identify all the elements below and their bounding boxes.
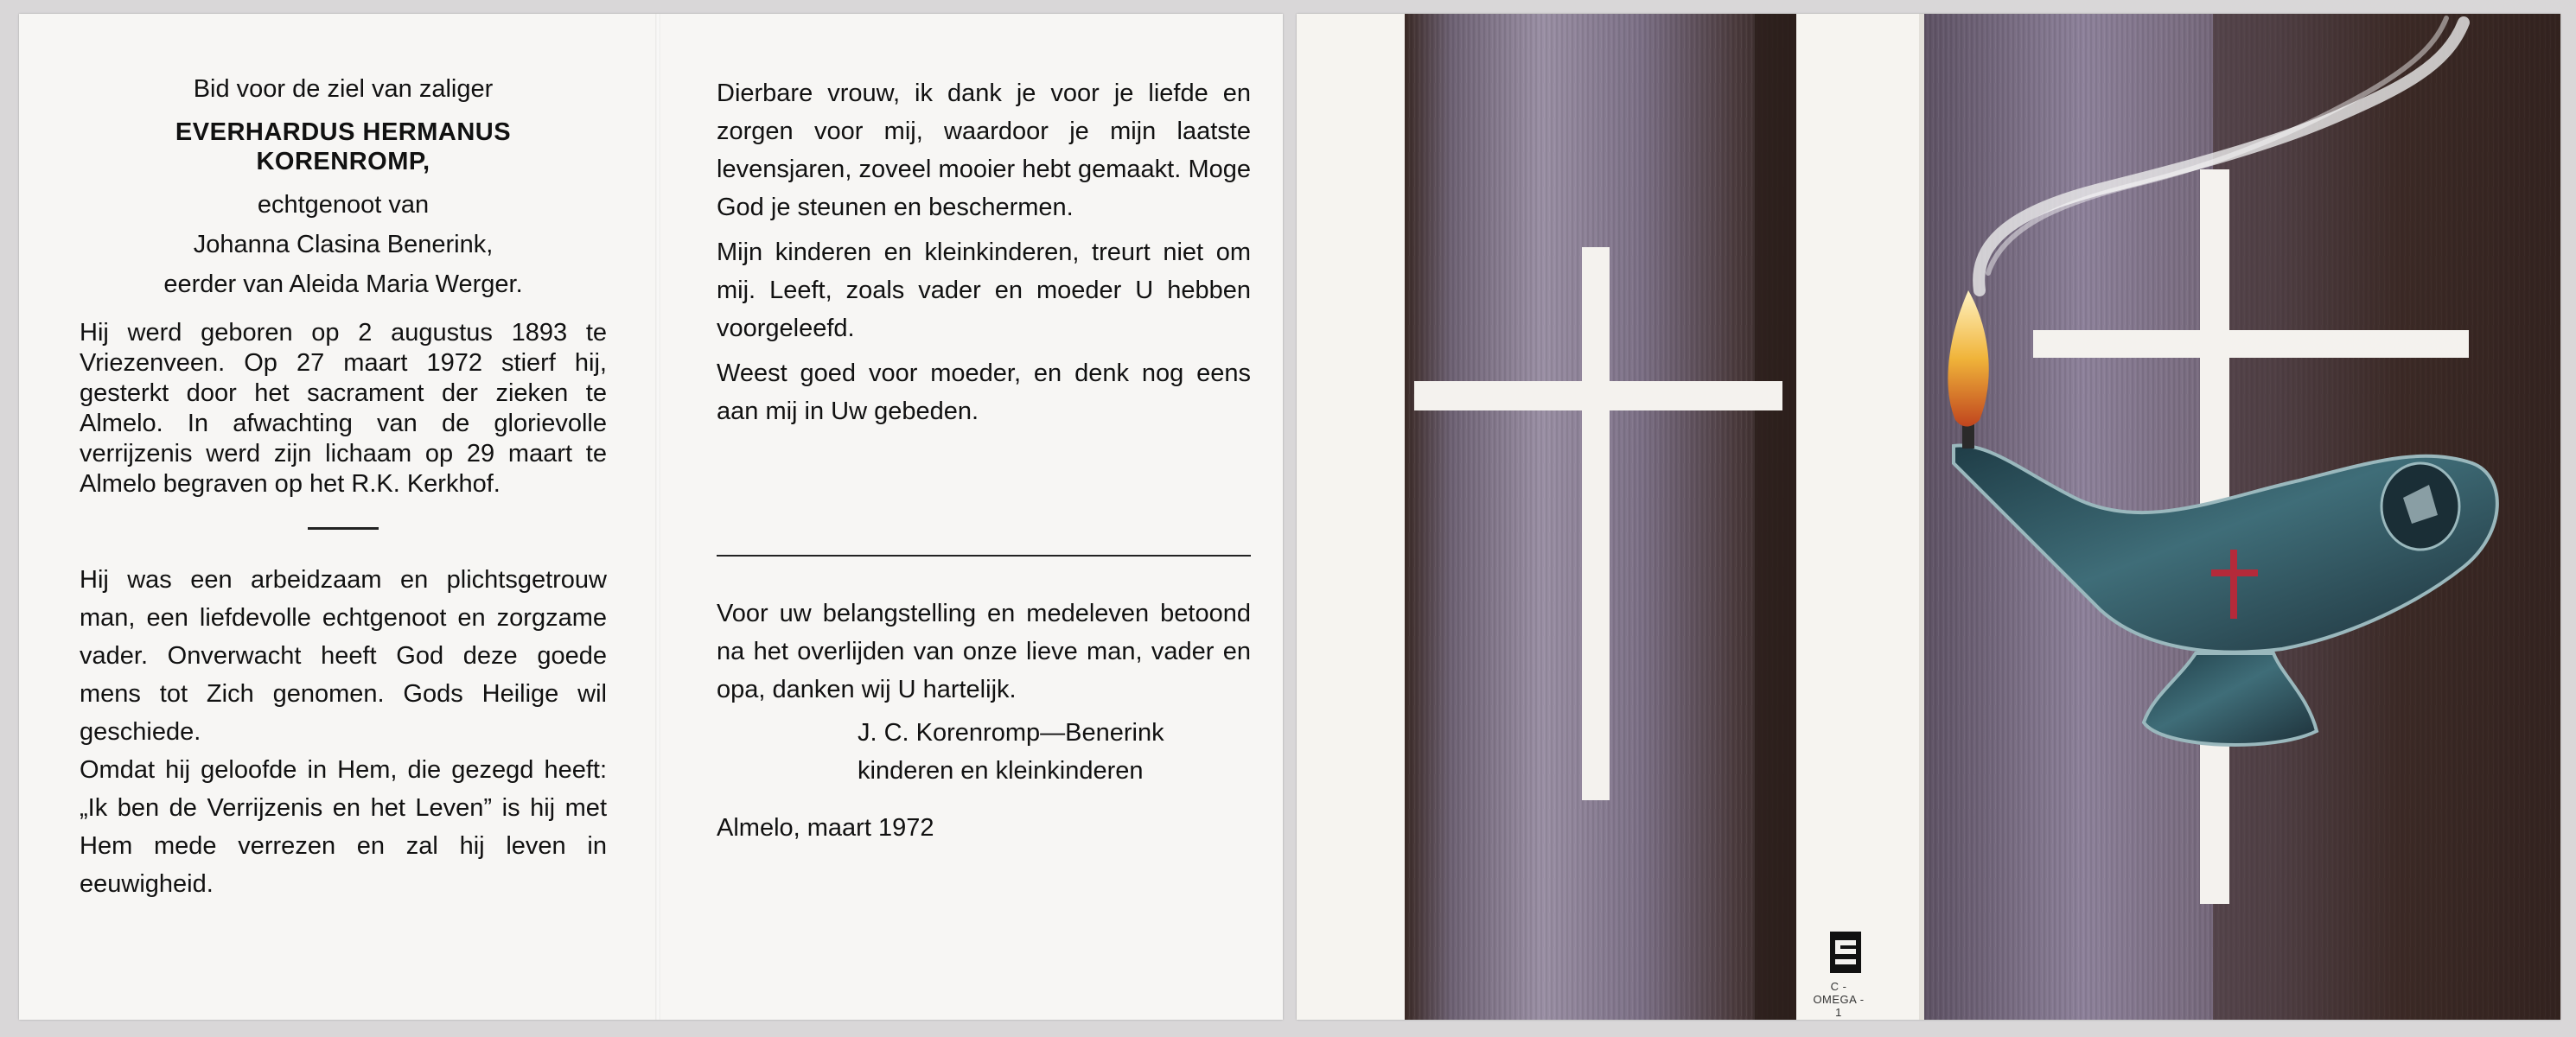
children-paragraph: Mijn kinderen en kleinkinderen, treurt niet om mij. Leeft, zoals vader en moeder U hebben voorgeleefd.	[717, 239, 1251, 342]
lamp-red-cross-horizontal	[2211, 569, 2258, 576]
right-cross-horizontal	[2033, 330, 2469, 358]
right-text-column	[717, 74, 1251, 847]
signature-line1: J. C. Korenromp—Benerink	[858, 719, 1164, 747]
thanks-paragraph: Voor uw belangstelling en medeleven betoond na het overlijden van onze lieve man, vader en opa, danken wij U hartelijk.	[717, 600, 1251, 703]
publisher-logo	[1830, 932, 1861, 973]
long-divider	[717, 555, 1251, 557]
spouse-line3: eerder van Aleida Maria Werger.	[163, 270, 523, 298]
intro-line: Bid voor de ziel van zaliger	[193, 75, 494, 103]
deceased-name-line2: KORENROMP,	[256, 148, 430, 175]
card-illustration	[1297, 14, 2560, 1020]
deceased-name-line1: EVERHARDUS HERMANUS	[175, 118, 512, 146]
card-fold	[655, 14, 660, 1020]
left-cross-vertical	[1582, 247, 1610, 800]
spouse-line1: echtgenoot van	[257, 191, 430, 219]
wife-paragraph: Dierbare vrouw, ik dank je voor je liefde en zorgen voor mij, waardoor je mijn laatste levensjaren, zoveel mooier hebt gemaakt. Moge God je steunen en beschermen.	[717, 80, 1251, 221]
lamp-red-cross-vertical	[2230, 550, 2237, 619]
spouse-line2: Johanna Clasina Benerink,	[193, 231, 494, 258]
short-divider	[308, 527, 379, 530]
birth-death-paragraph: Hij werd geboren op 2 augustus 1893 te Vriezenveen. Op 27 maart 1972 stierf hij, gesterkt door het sacrament der zieken te Almelo. In afwachting van de glorievolle verrijzenis werd zijn lichaam op 29 maart te Almelo begraven op het R.K. Kerkhof.	[80, 319, 607, 498]
character-paragraph: Hij was een arbeidzaam en plichtsgetrouw man, een liefdevolle echtgenoot en zorgzame vader. Onverwacht heeft God deze goede mens tot Zich genomen. Gods Heilige wil geschiede.	[80, 566, 607, 746]
faith-paragraph: Omdat hij geloofde in Hem, die gezegd heeft: „Ik ben de Verrijzenis en het Leven” is hij met Hem mede verrezen en zal hij leven in eeuwigheid.	[80, 756, 607, 898]
left-cross-horizontal	[1414, 381, 1782, 410]
mother-paragraph: Weest goed voor moeder, en denk nog eens aan mij in Uw gebeden.	[717, 359, 1251, 425]
memorial-card-text-side	[19, 14, 1283, 1020]
place-date: Almelo, maart 1972	[717, 814, 934, 842]
memorial-card-picture-side	[1297, 14, 2560, 1020]
card-code-label: C - OMEGA - 1	[1813, 980, 1865, 1019]
left-text-column	[80, 74, 607, 903]
signature-line2: kinderen en kleinkinderen	[858, 757, 1144, 785]
